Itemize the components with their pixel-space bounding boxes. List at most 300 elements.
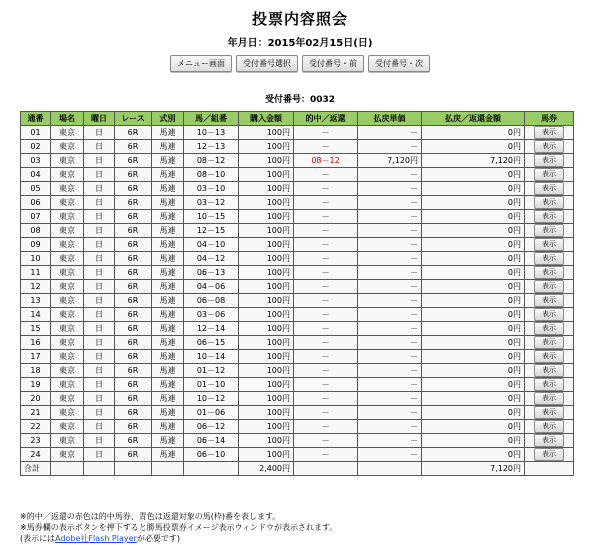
header-type: 式別 bbox=[152, 112, 184, 126]
cell-unit: － bbox=[358, 378, 422, 392]
cell-day: 日 bbox=[84, 196, 115, 210]
cell-unit: － bbox=[358, 434, 422, 448]
view-ticket-button[interactable]: 表示 bbox=[534, 154, 564, 167]
cell-unit: － bbox=[358, 308, 422, 322]
cell-ticket bbox=[525, 280, 574, 294]
cell-ticket bbox=[525, 182, 574, 196]
table-row bbox=[21, 378, 574, 392]
cell-ticket bbox=[525, 392, 574, 406]
cell-day: 日 bbox=[84, 378, 115, 392]
table-row bbox=[21, 364, 574, 378]
cell-venue: 東京 bbox=[51, 168, 84, 182]
cell-combo: 04－12 bbox=[184, 252, 239, 266]
cell-day: 日 bbox=[84, 126, 115, 140]
cell-amount: 100円 bbox=[239, 196, 294, 210]
view-ticket-button[interactable]: 表示 bbox=[534, 140, 564, 153]
cell-race: 6R bbox=[115, 448, 152, 462]
cell-race: 6R bbox=[115, 364, 152, 378]
cell-no: 13 bbox=[21, 294, 51, 308]
note-line-3 bbox=[20, 533, 337, 544]
bet-table bbox=[20, 111, 574, 476]
total-amount: 2,400円 bbox=[239, 462, 294, 476]
cell-day: 日 bbox=[84, 224, 115, 238]
view-ticket-button[interactable]: 表示 bbox=[534, 448, 564, 461]
cell-payout: 0円 bbox=[422, 182, 525, 196]
cell-no: 09 bbox=[21, 238, 51, 252]
cell-race: 6R bbox=[115, 322, 152, 336]
cell-no: 15 bbox=[21, 322, 51, 336]
cell-no: 07 bbox=[21, 210, 51, 224]
flash-player-link[interactable]: Adobe社Flash Player bbox=[55, 534, 137, 543]
cell-payout: 0円 bbox=[422, 336, 525, 350]
cell-race: 6R bbox=[115, 308, 152, 322]
cell-unit: 7,120円 bbox=[358, 154, 422, 168]
cell-type: 馬連 bbox=[152, 406, 184, 420]
cell-payout: 0円 bbox=[422, 126, 525, 140]
cell-day: 日 bbox=[84, 266, 115, 280]
cell-combo: 03－10 bbox=[184, 182, 239, 196]
cell-type: 馬連 bbox=[152, 266, 184, 280]
cell-unit: － bbox=[358, 322, 422, 336]
cell-ticket bbox=[525, 336, 574, 350]
header-amount: 購入金額 bbox=[239, 112, 294, 126]
cell-amount: 100円 bbox=[239, 266, 294, 280]
cell-venue: 東京 bbox=[51, 336, 84, 350]
table-row bbox=[21, 154, 574, 168]
date-value: 2015年02月15日(日) bbox=[267, 38, 373, 49]
cell-day: 日 bbox=[84, 238, 115, 252]
view-ticket-button[interactable]: 表示 bbox=[534, 196, 564, 209]
cell-race: 6R bbox=[115, 210, 152, 224]
cell-hit: － bbox=[294, 420, 358, 434]
cell-unit: － bbox=[358, 140, 422, 154]
cell-amount: 100円 bbox=[239, 224, 294, 238]
cell-hit: － bbox=[294, 406, 358, 420]
cell-amount: 100円 bbox=[239, 364, 294, 378]
cell-type: 馬連 bbox=[152, 294, 184, 308]
cell-combo: 03－06 bbox=[184, 308, 239, 322]
nav-button-row bbox=[0, 55, 600, 72]
cell-ticket bbox=[525, 168, 574, 182]
cell-amount: 100円 bbox=[239, 280, 294, 294]
view-ticket-button[interactable]: 表示 bbox=[534, 378, 564, 391]
cell-venue: 東京 bbox=[51, 448, 84, 462]
cell-payout: 0円 bbox=[422, 266, 525, 280]
receipt-prev-button[interactable]: 受付番号・前 bbox=[302, 55, 364, 72]
cell-venue: 東京 bbox=[51, 420, 84, 434]
cell-type: 馬連 bbox=[152, 280, 184, 294]
cell-venue: 東京 bbox=[51, 266, 84, 280]
cell-payout: 0円 bbox=[422, 238, 525, 252]
notes bbox=[20, 511, 337, 544]
cell-hit: － bbox=[294, 210, 358, 224]
table-row bbox=[21, 308, 574, 322]
cell-type: 馬連 bbox=[152, 140, 184, 154]
cell-day: 日 bbox=[84, 448, 115, 462]
cell-ticket bbox=[525, 294, 574, 308]
cell-hit: － bbox=[294, 392, 358, 406]
view-ticket-button[interactable]: 表示 bbox=[534, 364, 564, 377]
cell-no: 06 bbox=[21, 196, 51, 210]
view-ticket-button[interactable]: 表示 bbox=[534, 322, 564, 335]
cell-type: 馬連 bbox=[152, 378, 184, 392]
cell-no: 12 bbox=[21, 280, 51, 294]
cell-no: 18 bbox=[21, 364, 51, 378]
cell-combo: 10－12 bbox=[184, 392, 239, 406]
cell-unit: － bbox=[358, 182, 422, 196]
view-ticket-button[interactable]: 表示 bbox=[534, 336, 564, 349]
cell-payout: 0円 bbox=[422, 322, 525, 336]
cell-day: 日 bbox=[84, 168, 115, 182]
cell-combo: 08－12 bbox=[184, 154, 239, 168]
cell-payout: 0円 bbox=[422, 308, 525, 322]
cell-hit: － bbox=[294, 252, 358, 266]
cell-ticket bbox=[525, 238, 574, 252]
cell-unit: － bbox=[358, 336, 422, 350]
view-ticket-button[interactable]: 表示 bbox=[534, 168, 564, 181]
table-row bbox=[21, 322, 574, 336]
cell-race: 6R bbox=[115, 434, 152, 448]
page-title: 投票内容照会 bbox=[251, 10, 348, 28]
view-ticket-button[interactable]: 表示 bbox=[534, 182, 564, 195]
cell-payout: 0円 bbox=[422, 140, 525, 154]
cell-type: 馬連 bbox=[152, 420, 184, 434]
menu-button[interactable]: メニュー画面 bbox=[170, 55, 232, 72]
table-row bbox=[21, 350, 574, 364]
view-ticket-button[interactable]: 表示 bbox=[534, 392, 564, 405]
cell-type: 馬連 bbox=[152, 308, 184, 322]
cell-combo: 03－12 bbox=[184, 196, 239, 210]
date-label: 年月日： bbox=[227, 38, 268, 49]
cell-ticket bbox=[525, 266, 574, 280]
cell-amount: 100円 bbox=[239, 322, 294, 336]
cell-unit: － bbox=[358, 392, 422, 406]
receipt-label: 受付番号： bbox=[264, 95, 310, 105]
table-row bbox=[21, 238, 574, 252]
cell-ticket bbox=[525, 434, 574, 448]
cell-amount: 100円 bbox=[239, 308, 294, 322]
cell-ticket bbox=[525, 224, 574, 238]
cell-venue: 東京 bbox=[51, 196, 84, 210]
header-venue: 場名 bbox=[51, 112, 84, 126]
cell-ticket bbox=[525, 252, 574, 266]
table-row bbox=[21, 294, 574, 308]
cell-venue: 東京 bbox=[51, 308, 84, 322]
cell-ticket bbox=[525, 406, 574, 420]
cell-hit: － bbox=[294, 126, 358, 140]
cell-type: 馬連 bbox=[152, 350, 184, 364]
cell-amount: 100円 bbox=[239, 336, 294, 350]
cell-type: 馬連 bbox=[152, 364, 184, 378]
table-row bbox=[21, 434, 574, 448]
cell-ticket bbox=[525, 196, 574, 210]
cell-type: 馬連 bbox=[152, 448, 184, 462]
note-line-2: ※馬券欄の表示ボタンを押下すると勝馬投票券イメージ表示ウィンドウが表示されます。 bbox=[20, 523, 338, 532]
cell-day: 日 bbox=[84, 294, 115, 308]
cell-venue: 東京 bbox=[51, 406, 84, 420]
cell-venue: 東京 bbox=[51, 238, 84, 252]
cell-race: 6R bbox=[115, 420, 152, 434]
cell-amount: 100円 bbox=[239, 126, 294, 140]
cell-hit: － bbox=[294, 364, 358, 378]
table-row bbox=[21, 126, 574, 140]
cell-amount: 100円 bbox=[239, 350, 294, 364]
cell-venue: 東京 bbox=[51, 126, 84, 140]
cell-race: 6R bbox=[115, 266, 152, 280]
table-row bbox=[21, 252, 574, 266]
cell-unit: － bbox=[358, 252, 422, 266]
cell-venue: 東京 bbox=[51, 280, 84, 294]
cell-day: 日 bbox=[84, 420, 115, 434]
cell-race: 6R bbox=[115, 252, 152, 266]
cell-day: 日 bbox=[84, 182, 115, 196]
cell-unit: － bbox=[358, 238, 422, 252]
cell-payout: 0円 bbox=[422, 350, 525, 364]
cell-ticket bbox=[525, 420, 574, 434]
cell-unit: － bbox=[358, 224, 422, 238]
cell-race: 6R bbox=[115, 224, 152, 238]
table-row bbox=[21, 266, 574, 280]
cell-no: 17 bbox=[21, 350, 51, 364]
table-body bbox=[21, 126, 574, 476]
cell-amount: 100円 bbox=[239, 238, 294, 252]
cell-amount: 100円 bbox=[239, 182, 294, 196]
header-no: 通番 bbox=[21, 112, 51, 126]
cell-type: 馬連 bbox=[152, 322, 184, 336]
cell-race: 6R bbox=[115, 182, 152, 196]
cell-no: 05 bbox=[21, 182, 51, 196]
cell-amount: 100円 bbox=[239, 420, 294, 434]
view-ticket-button[interactable]: 表示 bbox=[534, 434, 564, 447]
cell-amount: 100円 bbox=[239, 140, 294, 154]
date-line bbox=[0, 34, 600, 49]
note-line-1: ※的中／返還の赤色は的中馬券、青色は返還対象の馬(枠)番を表します。 bbox=[20, 512, 281, 521]
view-ticket-button[interactable]: 表示 bbox=[534, 294, 564, 307]
cell-payout: 0円 bbox=[422, 196, 525, 210]
cell-venue: 東京 bbox=[51, 182, 84, 196]
cell-ticket bbox=[525, 154, 574, 168]
receipt-select-button[interactable]: 受付番号選択 bbox=[236, 55, 298, 72]
cell-combo: 04－10 bbox=[184, 238, 239, 252]
cell-day: 日 bbox=[84, 322, 115, 336]
cell-type: 馬連 bbox=[152, 336, 184, 350]
cell-venue: 東京 bbox=[51, 154, 84, 168]
cell-unit: － bbox=[358, 406, 422, 420]
cell-hit: － bbox=[294, 308, 358, 322]
view-ticket-button[interactable]: 表示 bbox=[534, 126, 564, 139]
cell-combo: 12－14 bbox=[184, 322, 239, 336]
cell-venue: 東京 bbox=[51, 140, 84, 154]
cell-combo: 06－10 bbox=[184, 448, 239, 462]
cell-venue: 東京 bbox=[51, 294, 84, 308]
cell-unit: － bbox=[358, 280, 422, 294]
cell-payout: 7,120円 bbox=[422, 154, 525, 168]
cell-day: 日 bbox=[84, 350, 115, 364]
cell-race: 6R bbox=[115, 294, 152, 308]
cell-day: 日 bbox=[84, 280, 115, 294]
view-ticket-button[interactable]: 表示 bbox=[534, 210, 564, 223]
table-row bbox=[21, 224, 574, 238]
cell-race: 6R bbox=[115, 350, 152, 364]
cell-amount: 100円 bbox=[239, 406, 294, 420]
cell-payout: 0円 bbox=[422, 434, 525, 448]
cell-hit: － bbox=[294, 182, 358, 196]
cell-day: 日 bbox=[84, 140, 115, 154]
cell-venue: 東京 bbox=[51, 392, 84, 406]
cell-unit: － bbox=[358, 420, 422, 434]
cell-type: 馬連 bbox=[152, 168, 184, 182]
table-row bbox=[21, 406, 574, 420]
cell-ticket bbox=[525, 364, 574, 378]
cell-day: 日 bbox=[84, 434, 115, 448]
view-ticket-button[interactable]: 表示 bbox=[534, 308, 564, 321]
cell-type: 馬連 bbox=[152, 392, 184, 406]
view-ticket-button[interactable]: 表示 bbox=[534, 280, 564, 293]
cell-no: 02 bbox=[21, 140, 51, 154]
cell-combo: 12－15 bbox=[184, 224, 239, 238]
cell-day: 日 bbox=[84, 154, 115, 168]
cell-no: 04 bbox=[21, 168, 51, 182]
cell-no: 20 bbox=[21, 392, 51, 406]
cell-type: 馬連 bbox=[152, 154, 184, 168]
total-payout: 7,120円 bbox=[422, 462, 525, 476]
cell-venue: 東京 bbox=[51, 350, 84, 364]
cell-type: 馬連 bbox=[152, 238, 184, 252]
total-label: 合計 bbox=[21, 462, 51, 476]
view-ticket-button[interactable]: 表示 bbox=[534, 224, 564, 237]
cell-no: 10 bbox=[21, 252, 51, 266]
cell-amount: 100円 bbox=[239, 434, 294, 448]
cell-combo: 10－14 bbox=[184, 350, 239, 364]
header-day: 曜日 bbox=[84, 112, 115, 126]
receipt-number-line bbox=[0, 92, 600, 105]
cell-payout: 0円 bbox=[422, 364, 525, 378]
cell-combo: 12－13 bbox=[184, 140, 239, 154]
cell-day: 日 bbox=[84, 252, 115, 266]
cell-combo: 04－06 bbox=[184, 280, 239, 294]
cell-race: 6R bbox=[115, 140, 152, 154]
receipt-next-button[interactable]: 受付番号・次 bbox=[368, 55, 430, 72]
cell-unit: － bbox=[358, 210, 422, 224]
cell-unit: － bbox=[358, 266, 422, 280]
cell-payout: 0円 bbox=[422, 280, 525, 294]
cell-amount: 100円 bbox=[239, 392, 294, 406]
cell-ticket bbox=[525, 210, 574, 224]
cell-amount: 100円 bbox=[239, 252, 294, 266]
cell-no: 14 bbox=[21, 308, 51, 322]
cell-hit: － bbox=[294, 140, 358, 154]
cell-hit: － bbox=[294, 434, 358, 448]
cell-hit: － bbox=[294, 280, 358, 294]
cell-race: 6R bbox=[115, 238, 152, 252]
cell-ticket bbox=[525, 448, 574, 462]
cell-hit: － bbox=[294, 196, 358, 210]
table-row bbox=[21, 168, 574, 182]
cell-combo: 10－15 bbox=[184, 210, 239, 224]
view-ticket-button[interactable]: 表示 bbox=[534, 238, 564, 251]
cell-day: 日 bbox=[84, 392, 115, 406]
view-ticket-button[interactable]: 表示 bbox=[534, 350, 564, 363]
header-combo: 馬／組番 bbox=[184, 112, 239, 126]
cell-amount: 100円 bbox=[239, 448, 294, 462]
table-row bbox=[21, 210, 574, 224]
cell-race: 6R bbox=[115, 280, 152, 294]
cell-no: 16 bbox=[21, 336, 51, 350]
cell-amount: 100円 bbox=[239, 378, 294, 392]
cell-payout: 0円 bbox=[422, 406, 525, 420]
cell-race: 6R bbox=[115, 196, 152, 210]
cell-unit: － bbox=[358, 126, 422, 140]
table-row bbox=[21, 280, 574, 294]
cell-no: 22 bbox=[21, 420, 51, 434]
cell-ticket bbox=[525, 350, 574, 364]
cell-venue: 東京 bbox=[51, 364, 84, 378]
cell-venue: 東京 bbox=[51, 434, 84, 448]
cell-combo: 01－06 bbox=[184, 406, 239, 420]
cell-combo: 06－15 bbox=[184, 336, 239, 350]
cell-ticket bbox=[525, 126, 574, 140]
cell-hit: － bbox=[294, 378, 358, 392]
cell-combo: 01－12 bbox=[184, 364, 239, 378]
cell-payout: 0円 bbox=[422, 378, 525, 392]
cell-unit: － bbox=[358, 350, 422, 364]
cell-no: 21 bbox=[21, 406, 51, 420]
cell-payout: 0円 bbox=[422, 252, 525, 266]
cell-hit: － bbox=[294, 350, 358, 364]
view-ticket-button[interactable]: 表示 bbox=[534, 420, 564, 433]
header-unit: 払戻単価 bbox=[358, 112, 422, 126]
receipt-number: 0032 bbox=[309, 95, 336, 105]
table-header-row bbox=[21, 112, 574, 126]
cell-payout: 0円 bbox=[422, 224, 525, 238]
view-ticket-button[interactable]: 表示 bbox=[534, 266, 564, 279]
cell-race: 6R bbox=[115, 392, 152, 406]
cell-combo: 06－13 bbox=[184, 266, 239, 280]
cell-no: 11 bbox=[21, 266, 51, 280]
header-payout: 払戻／返還金額 bbox=[422, 112, 525, 126]
cell-amount: 100円 bbox=[239, 168, 294, 182]
cell-no: 24 bbox=[21, 448, 51, 462]
cell-combo: 06－12 bbox=[184, 420, 239, 434]
view-ticket-button[interactable]: 表示 bbox=[534, 406, 564, 419]
header-ticket: 馬券 bbox=[525, 112, 574, 126]
cell-race: 6R bbox=[115, 336, 152, 350]
cell-combo: 01－10 bbox=[184, 378, 239, 392]
header-hit: 的中／返還 bbox=[294, 112, 358, 126]
cell-no: 03 bbox=[21, 154, 51, 168]
cell-type: 馬連 bbox=[152, 224, 184, 238]
view-ticket-button[interactable]: 表示 bbox=[534, 252, 564, 265]
cell-combo: 10－13 bbox=[184, 126, 239, 140]
cell-unit: － bbox=[358, 294, 422, 308]
table-row bbox=[21, 448, 574, 462]
cell-day: 日 bbox=[84, 308, 115, 322]
cell-ticket bbox=[525, 140, 574, 154]
cell-ticket bbox=[525, 322, 574, 336]
cell-payout: 0円 bbox=[422, 392, 525, 406]
note-line-3-pre: (表示には bbox=[20, 534, 56, 543]
table-row bbox=[21, 336, 574, 350]
total-row bbox=[21, 462, 574, 476]
table-row bbox=[21, 140, 574, 154]
cell-hit: － bbox=[294, 336, 358, 350]
cell-hit: － bbox=[294, 294, 358, 308]
cell-payout: 0円 bbox=[422, 448, 525, 462]
cell-payout: 0円 bbox=[422, 210, 525, 224]
cell-unit: － bbox=[358, 448, 422, 462]
cell-type: 馬連 bbox=[152, 210, 184, 224]
cell-race: 6R bbox=[115, 168, 152, 182]
